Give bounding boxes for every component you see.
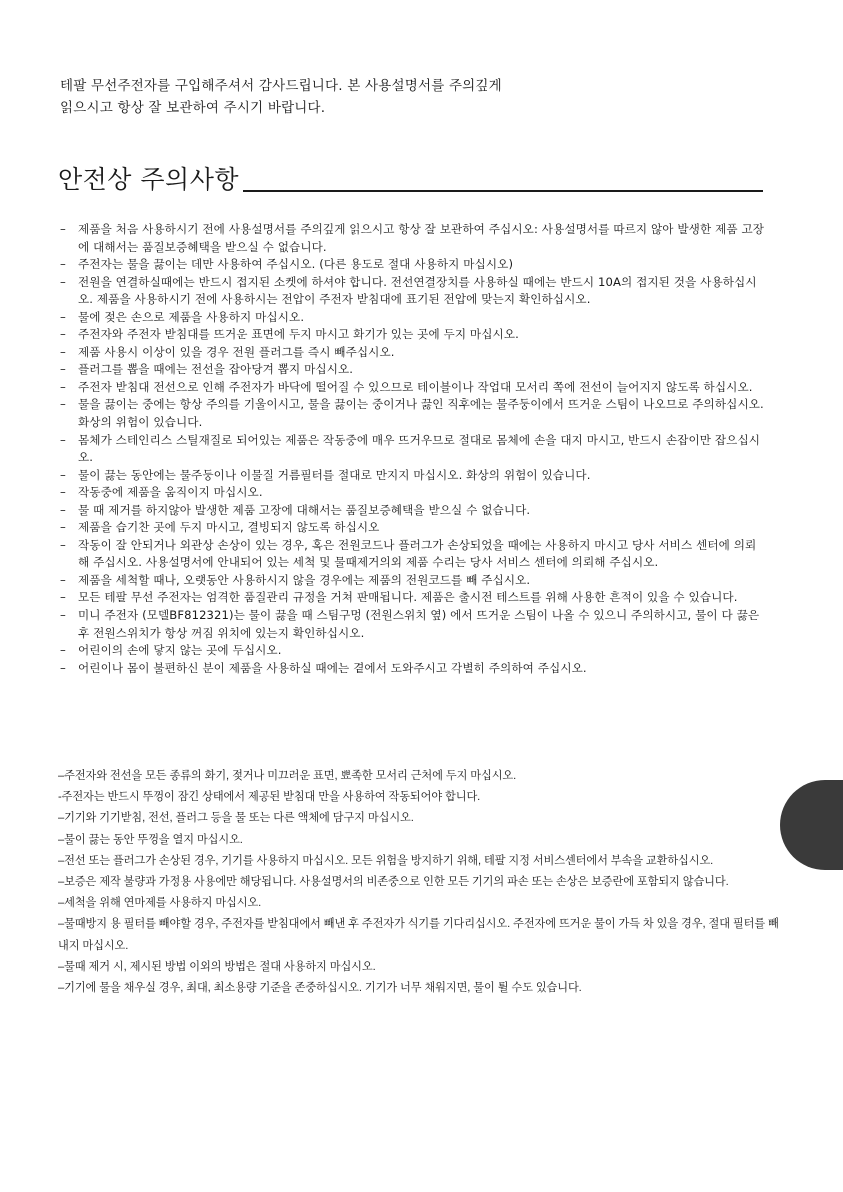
section-header	[58, 165, 763, 195]
safety-list	[60, 221, 765, 677]
additional-item: –물때방지 용 필터를 빼야할 경우, 주전자를 받침대에서 빼낸 후 주전자가 식기를 기다리십시오. 주전자에 뜨거운 물이 가득 차 있을 경우, 절대 필터를 빼내지 마십시오.	[58, 918, 779, 952]
section-title: 안전상 주의사항	[58, 165, 239, 194]
safety-item: – 제품 사용시 이상이 있을 경우 전원 플러그를 즉시 빼주십시오.	[60, 344, 765, 362]
safety-item: – 어린이나 몸이 불편하신 분이 제품을 사용하실 때에는 곁에서 도와주시고 각별히 주의하여 주십시오.	[60, 660, 765, 678]
additional-item: –주전자와 전선을 모든 종류의 화기, 젖거나 미끄러운 표면, 뾰족한 모서리 근처에 두지 마십시오.	[58, 770, 517, 782]
safety-item: – 물이 끓는 동안에는 물주둥이나 이물질 거름필터를 절대로 만지지 마십시오. 화상의 위험이 있습니다.	[60, 467, 765, 485]
additional-item: –기기에 물을 채우실 경우, 최대, 최소용량 기준을 존중하십시오. 기기가 너무 채워지면, 물이 튈 수도 있습니다.	[58, 982, 582, 995]
safety-item: – 제품을 처음 사용하시기 전에 사용설명서를 주의깊게 읽으시고 항상 잘 보관하여 주십시오: 사용설명서를 따르지 않아 발생한 제품 고장에 대해서는 품질보증혜택을 받으실 수 없습니다.	[60, 221, 765, 256]
safety-item: – 몸체가 스테인리스 스틸재질로 되어있는 제품은 작동중에 매우 뜨거우므로 절대로 몸체에 손을 대지 마시고, 반드시 손잡이만 잡으십시오.	[60, 432, 765, 467]
safety-item: – 물을 끓이는 중에는 항상 주의를 기울이시고, 물을 끓이는 중이거나 끓인 직후에는 물주둥이에서 뜨거운 스팀이 나오므로 주의하십시오. 화상의 위험이 있습니다.	[60, 396, 765, 431]
additional-safety-list	[58, 766, 788, 999]
safety-item: – 플러그를 뽑을 때에는 전선을 잡아당겨 뽑지 마십시오.	[60, 361, 765, 379]
safety-item: – 전원을 연결하실때에는 반드시 접지된 소켓에 하셔야 합니다. 전선연결장치를 사용하실 때에는 반드시 10A의 접지된 것을 사용하십시오. 제품을 사용하시기 전에 사용하시는 전압이 주전자 받침대에 표기된 전압에 맞는지 확인하십시오.	[60, 274, 765, 309]
page-edge-tab	[780, 780, 843, 870]
safety-item: – 주전자 받침대 전선으로 인해 주전자가 바닥에 떨어질 수 있으므로 테이블이나 작업대 모서리 쪽에 전선이 늘어지지 않도록 하십시오.	[60, 379, 765, 397]
intro-line-1: 테팔 무선주전자를 구입해주셔서 감사드립니다. 본 사용설명서를 주의깊게	[60, 78, 502, 94]
safety-item: – 작동중에 제품을 움직이지 마십시오.	[60, 484, 765, 502]
safety-item: – 어린이의 손에 닿지 않는 곳에 두십시오.	[60, 642, 765, 660]
safety-item: – 주전자와 주전자 받침대를 뜨거운 표면에 두지 마시고 화기가 있는 곳에 두지 마십시오.	[60, 326, 765, 344]
safety-item: – 모든 테팔 무선 주전자는 엄격한 품질관리 규정을 거쳐 판매됩니다. 제품은 출시전 테스트를 위해 사용한 흔적이 있을 수 있습니다.	[60, 589, 765, 607]
additional-item: -주전자는 반드시 뚜껑이 잠긴 상태에서 제공된 받침대 만을 사용하여 작동되어야 합니다.	[58, 791, 481, 804]
additional-item: –전선 또는 플러그가 손상된 경우, 기기를 사용하지 마십시오. 모든 위험을 방지하기 위해, 테팔 지정 서비스센터에서 부속을 교환하십시오.	[58, 854, 714, 867]
additional-item: –보증은 제작 불량과 가정용 사용에만 해당됩니다. 사용설명서의 비존중으로 인한 모든 기기의 파손 또는 손상은 보증란에 포함되지 않습니다.	[58, 876, 729, 889]
safety-item: – 작동이 잘 안되거나 외관상 손상이 있는 경우, 혹은 전원코드나 플러그가 손상되었을 때에는 사용하지 마시고 당사 서비스 센터에 의뢰해 주십시오. 사용설명서에 안내되어 있는 세척 및 물때제거의외 제품 수리는 당사 서비스 센터에 의뢰해 주십시오.	[60, 537, 765, 572]
safety-item: – 주전자는 물을 끓이는 데만 사용하여 주십시오. (다른 용도로 절대 사용하지 마십시오)	[60, 256, 765, 274]
additional-item: –물때 제거 시, 제시된 방법 이외의 방법은 절대 사용하지 마십시오.	[58, 960, 376, 973]
safety-item: – 물 때 제거를 하지않아 발생한 제품 고장에 대해서는 품질보증혜택을 받으실 수 없습니다.	[60, 502, 765, 520]
intro-line-2: 읽으시고 항상 잘 보관하여 주시기 바랍니다.	[60, 100, 326, 116]
safety-item: – 제품을 세척할 때나, 오랫동안 사용하시지 않을 경우에는 제품의 전원코드를 빼 주십시오.	[60, 572, 765, 590]
intro-text	[60, 75, 760, 119]
additional-item: –세척을 위해 연마제를 사용하지 마십시오.	[58, 897, 262, 910]
safety-item: – 제품을 습기찬 곳에 두지 마시고, 결빙되지 않도록 하십시오	[60, 519, 765, 537]
safety-item: – 물에 젖은 손으로 제품을 사용하지 마십시오.	[60, 309, 765, 327]
title-underline	[243, 190, 763, 192]
additional-item: –기기와 기기받침, 전선, 플러그 등을 물 또는 다른 액체에 담구지 마십시오.	[58, 812, 414, 825]
additional-item: –물이 끓는 동안 뚜껑을 열지 마십시오.	[58, 833, 243, 846]
safety-item: – 미니 주전자 (모델BF812321)는 물이 끓을 때 스팀구멍 (전원스위치 옆) 에서 뜨거운 스팀이 나올 수 있으니 주의하시고, 물이 다 끓은 후 전원스위치가 항상 꺼짐 위치에 있는지 확인하십시오.	[60, 607, 765, 642]
